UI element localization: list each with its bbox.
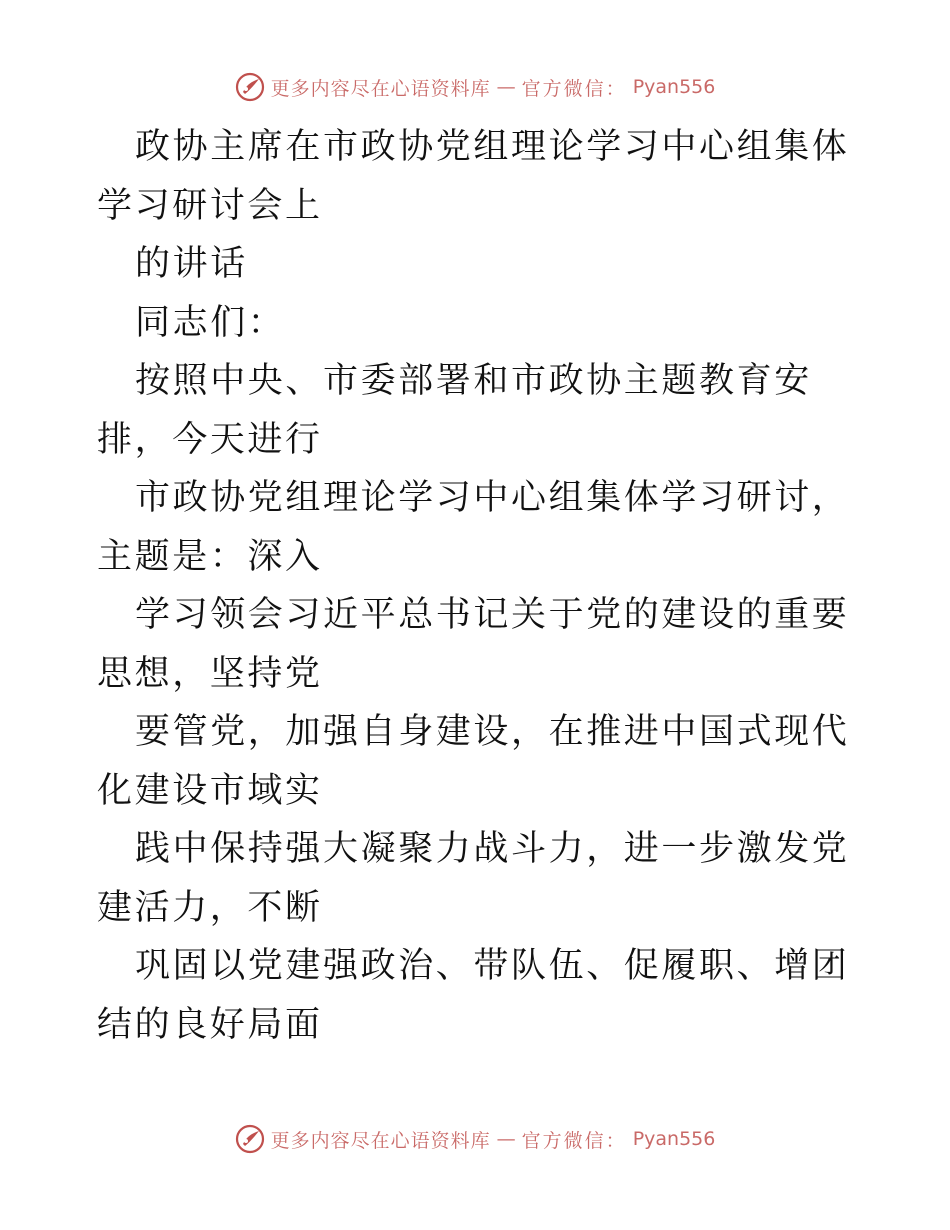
footer-watermark [0,1124,950,1154]
watermark-wechat-label: 官方微信： [521,1129,627,1152]
body-paragraph: 践中保持强大凝聚力战斗力，进一步激发党建活力，不断 [97,829,850,928]
watermark-separator: — [496,1128,516,1150]
watermark-separator: — [496,76,516,98]
body-paragraph: 要管党，加强自身建设，在推进中国式现代化建设市域实 [97,712,850,811]
watermark-wechat-id: Pyan556 [632,76,716,98]
document-body [97,118,857,1054]
pen-logo-icon [235,1124,265,1154]
salutation: 同志们： [135,302,286,343]
document-title-line: 的讲话 [135,244,248,284]
watermark-site-text: 更多内容尽在心语资料库 [270,1129,491,1152]
watermark-site-text: 更多内容尽在心语资料库 [270,77,491,100]
pen-logo-icon [235,72,265,102]
header-watermark [0,72,950,102]
body-paragraph: 巩固以党建强政治、带队伍、促履职、增团结的良好局面 [97,946,850,1045]
watermark-wechat-label: 官方微信： [521,77,627,100]
document-title-line: 政协主席在市政协党组理论学习中心组集体学习研讨会上 [97,127,850,226]
body-paragraph: 学习领会习近平总书记关于党的建设的重要思想，坚持党 [97,595,850,694]
watermark-wechat-id: Pyan556 [632,1128,716,1150]
body-paragraph: 按照中央、市委部署和市政协主题教育安排，今天进行 [97,361,812,460]
body-paragraph: 市政协党组理论学习中心组集体学习研讨，主题是：深入 [97,478,850,577]
